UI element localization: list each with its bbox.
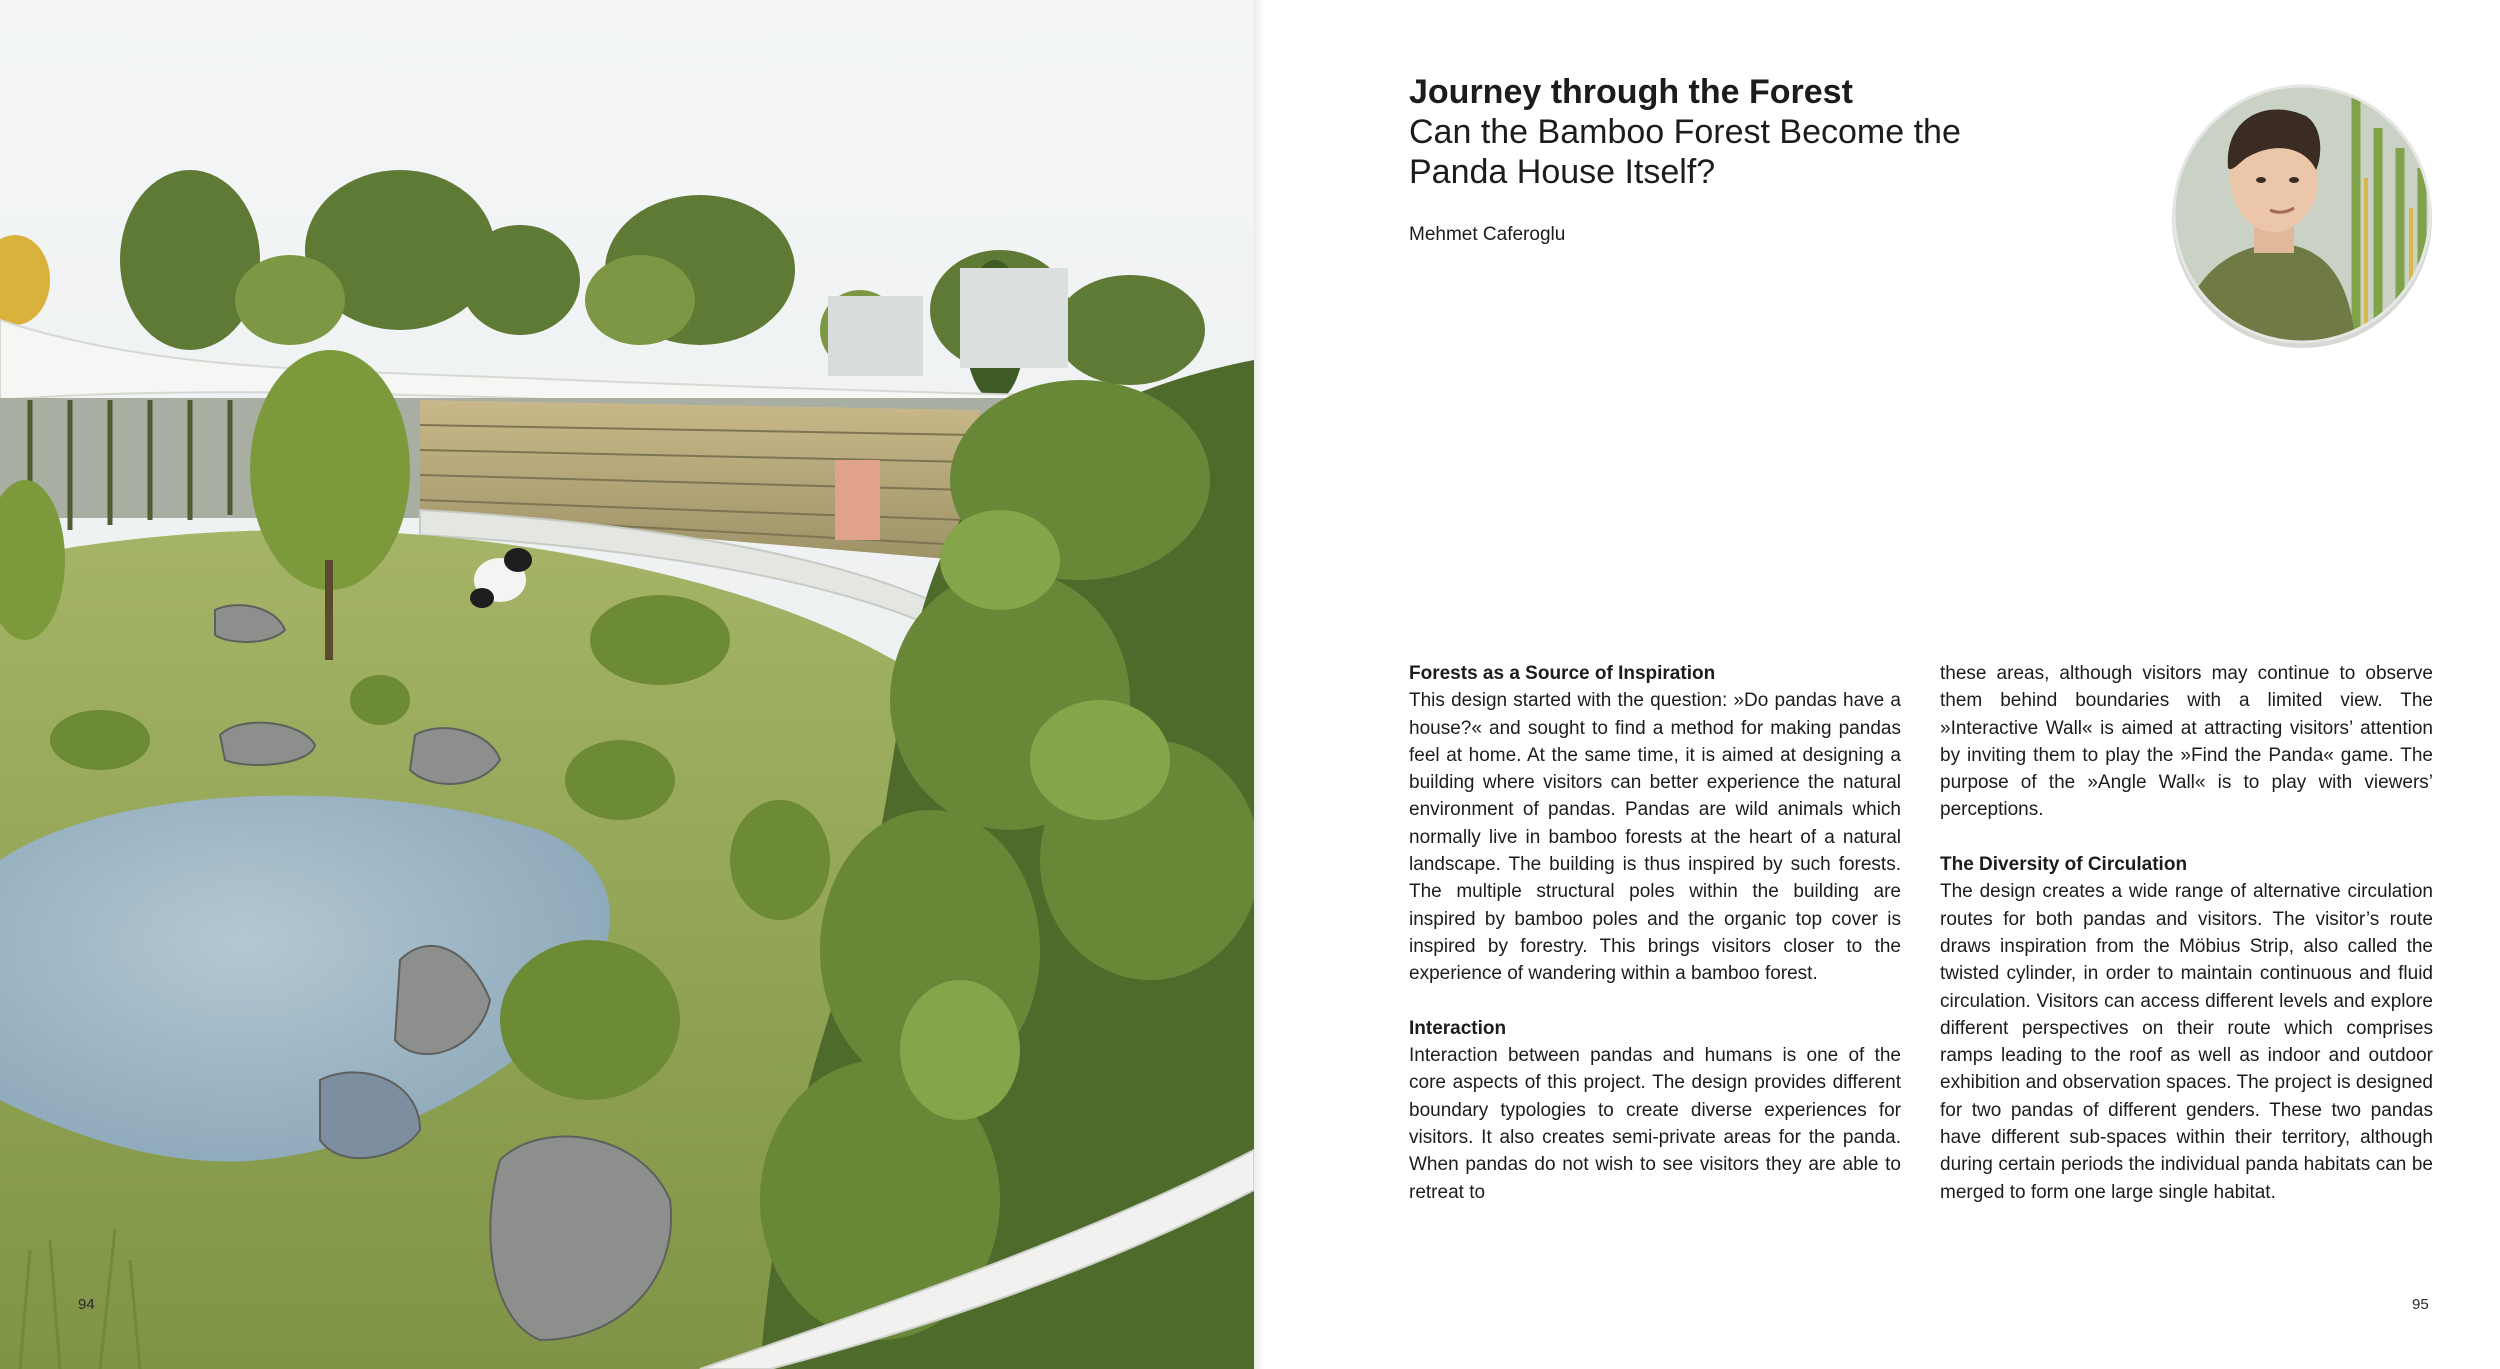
text-column-2 xyxy=(1940,660,2433,1206)
section-body-circulation: The design creates a wide range of alternative circulation routes for both pandas and visitors. The visitor’s route draws inspiration from the Möbius Strip, also called the twisted cylinder, in order to maintain continuous and fluid circulation. Visitors can access different levels and explore different perspectives on their route which comprises ramps leading to the roof as well as indoor and outdoor exhibition and observation spaces. The project is designed for two pandas of different genders. These two pandas have different sub-spaces within their territory, although during certain periods the individual panda habitats can be merged to form one large single habitat. xyxy=(1940,881,2433,1203)
page-number-left: 94 xyxy=(78,1296,95,1313)
article-title-block xyxy=(1409,72,2109,192)
section-heading-inspiration: Forests as a Source of Inspiration xyxy=(1409,663,1716,684)
section-heading-circulation: The Diversity of Circulation xyxy=(1940,854,2188,876)
article-subtitle-line-2: Panda House Itself? xyxy=(1409,153,1716,191)
section-body-interaction-continued: these areas, although visitors may continue to observe them behind boundaries with a limited view. The »Interactive Wall« is aimed at attracting visitors’ attention by inviting them to play the »Find the Panda« game. The purpose of the »Angle Wall« is to play with viewers’ perceptions. xyxy=(1940,663,2433,821)
author-portrait xyxy=(2166,78,2438,350)
section-body-interaction: Interaction between pandas and humans is one of the core aspects of this project. The design provides different boundary typologies to create diverse experiences for visitors. It also creates semi-private areas for the panda. When pandas do not wish to see visitors they are able to retreat to xyxy=(1409,1045,1901,1203)
text-column-1 xyxy=(1409,660,1901,1206)
article-title: Journey through the Forest xyxy=(1409,73,1853,111)
page-number-right: 95 xyxy=(2412,1296,2429,1313)
page-gutter xyxy=(1254,0,1264,1369)
section-body-inspiration: This design started with the question: »Do pandas have a house?« and sought to find a method for making pandas feel at home. At the same time, it is aimed at designing a building where visitors can better experience the natural environment of pandas. Pandas are wild animals which normally live in bamboo forests at the heart of a natural landscape. The building is thus inspired by such forests. The multiple structural poles within the building are inspired by bamboo poles and the organic top cover is inspired by forestry. This brings visitors closer to the experience of wandering within a bamboo forest. xyxy=(1409,690,1901,985)
section-heading-interaction: Interaction xyxy=(1409,1017,1507,1039)
author-name: Mehmet Caferoglu xyxy=(1409,224,1566,245)
article-subtitle-line-1: Can the Bamboo Forest Become the xyxy=(1409,113,1961,151)
